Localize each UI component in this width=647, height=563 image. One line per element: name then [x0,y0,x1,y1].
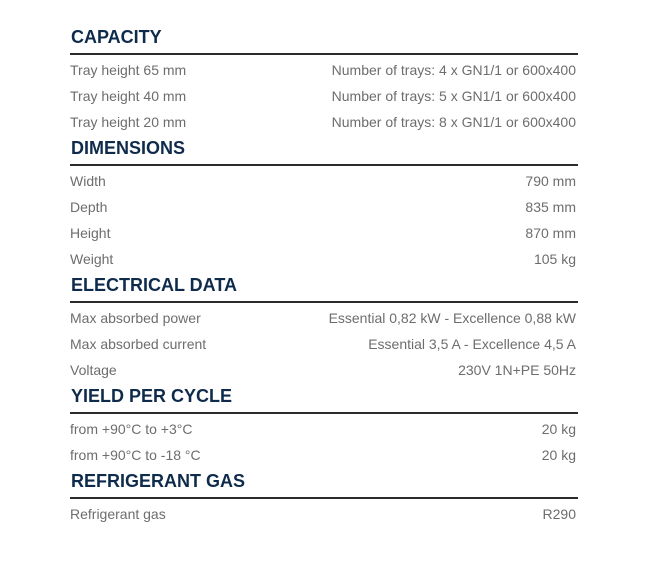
spec-label: Max absorbed current [70,336,207,352]
spec-value: 105 kg [533,251,576,267]
section-rows [70,499,578,527]
spec-label: Weight [70,251,114,267]
spec-label: from +90°C to -18 °C [70,447,201,463]
section-title: YIELD PER CYCLE [70,385,578,414]
spec-value: R290 [542,506,576,522]
section-electrical-data [70,274,578,383]
spec-row [70,331,578,357]
spec-label: from +90°C to +3°C [70,421,193,437]
spec-label: Tray height 65 mm [70,62,187,78]
spec-row [70,416,578,442]
spec-row [70,357,578,383]
spec-value: 230V 1N+PE 50Hz [458,362,576,378]
spec-row [70,305,578,331]
spec-row [70,168,578,194]
spec-value: 835 mm [525,199,576,215]
spec-label: Refrigerant gas [70,506,166,522]
section-rows [70,303,578,383]
spec-value: Number of trays: 8 x GN1/1 or 600x400 [331,114,576,130]
spec-row [70,57,578,83]
spec-label: Width [70,173,106,189]
section-rows [70,414,578,468]
spec-value: 790 mm [525,173,576,189]
spec-value: Essential 0,82 kW - Excellence 0,88 kW [328,310,576,326]
spec-label: Voltage [70,362,117,378]
spec-value: 870 mm [525,225,576,241]
spec-row [70,109,578,135]
spec-row [70,83,578,109]
spec-label: Depth [70,199,108,215]
spec-value: Number of trays: 4 x GN1/1 or 600x400 [331,62,576,78]
section-capacity [70,26,578,135]
spec-row [70,220,578,246]
spec-value: Number of trays: 5 x GN1/1 or 600x400 [331,88,576,104]
spec-label: Tray height 40 mm [70,88,187,104]
spec-value: Essential 3,5 A - Excellence 4,5 A [368,336,576,352]
spec-sheet [70,26,578,529]
spec-label: Tray height 20 mm [70,114,187,130]
spec-row [70,194,578,220]
section-title: CAPACITY [70,26,578,55]
spec-value: 20 kg [541,447,576,463]
section-title: DIMENSIONS [70,137,578,166]
spec-label: Height [70,225,111,241]
section-rows [70,55,578,135]
section-title: REFRIGERANT GAS [70,470,578,499]
section-rows [70,166,578,272]
spec-row [70,246,578,272]
spec-row [70,501,578,527]
section-refrigerant-gas [70,470,578,527]
spec-row [70,442,578,468]
spec-value: 20 kg [541,421,576,437]
section-dimensions [70,137,578,272]
section-title: ELECTRICAL DATA [70,274,578,303]
section-yield-per-cycle [70,385,578,468]
spec-label: Max absorbed power [70,310,201,326]
